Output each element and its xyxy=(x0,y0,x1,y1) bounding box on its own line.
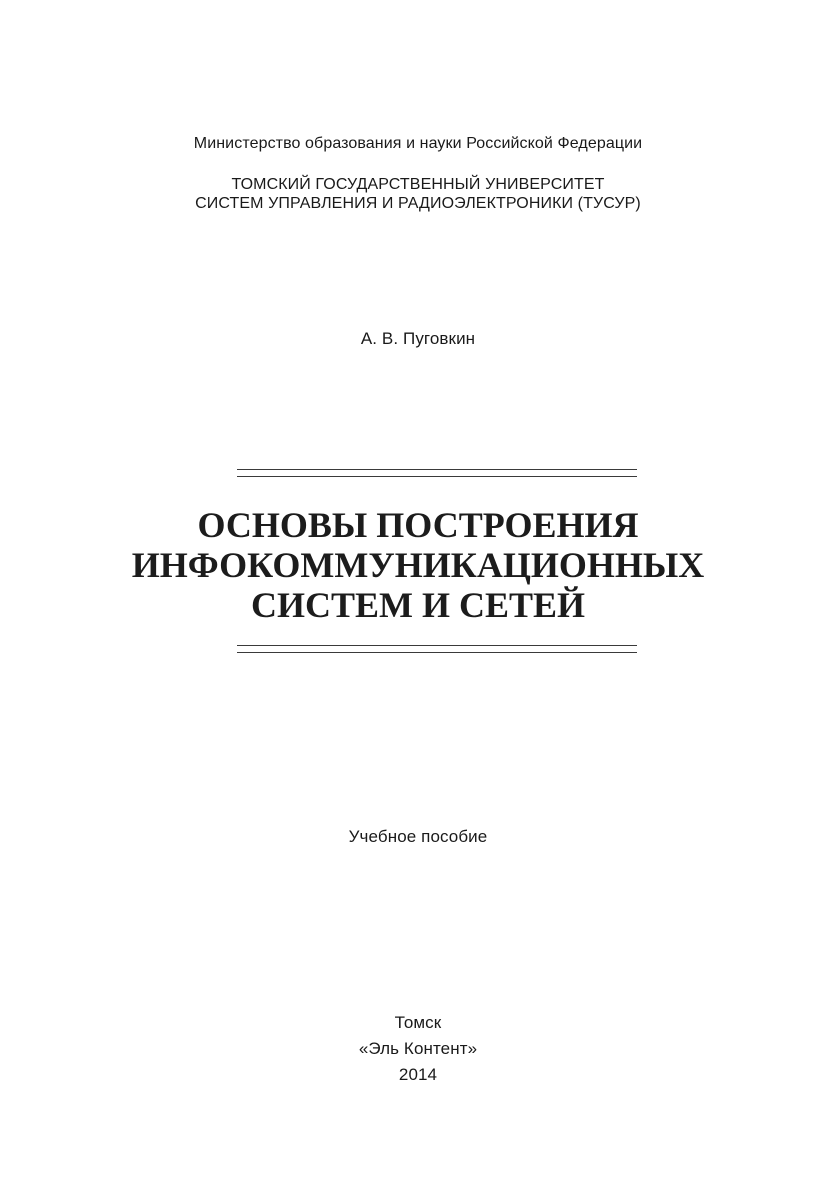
title-top-double-rule xyxy=(237,469,637,477)
university-name-line-1: ТОМСКИЙ ГОСУДАРСТВЕННЫЙ УНИВЕРСИТЕТ xyxy=(231,176,605,193)
ministry-line: Министерство образования и науки Российской Федерации xyxy=(193,135,643,152)
book-title-line-1: ОСНОВЫ ПОСТРОЕНИЯ xyxy=(197,505,639,545)
author-name: А. В. Пуговкин xyxy=(360,329,476,348)
title-bottom-double-rule xyxy=(237,645,637,653)
imprint-year: 2014 xyxy=(398,1065,438,1084)
book-title-line-2: ИНФОКОММУНИКАЦИОННЫХ xyxy=(131,545,705,585)
book-type-subtitle: Учебное пособие xyxy=(348,827,488,846)
imprint-city: Томск xyxy=(394,1013,442,1032)
university-name-line-2: СИСТЕМ УПРАВЛЕНИЯ И РАДИОЭЛЕКТРОНИКИ (ТУСУР) xyxy=(195,195,641,212)
imprint-publisher: «Эль Контент» xyxy=(358,1039,478,1058)
book-title-line-3: СИСТЕМ И СЕТЕЙ xyxy=(250,585,586,625)
